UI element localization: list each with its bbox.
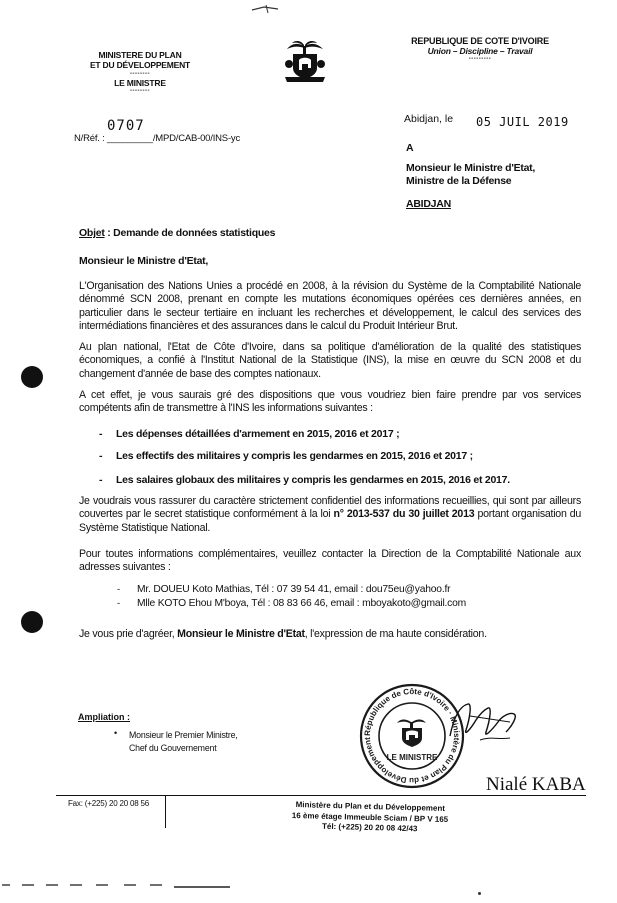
- list-bullet: -: [99, 474, 103, 486]
- punch-hole: [21, 611, 43, 633]
- bottom-scan-dashes: [0, 880, 260, 890]
- list-bullet: -: [99, 428, 103, 440]
- closing-text-start: Je vous prie d'agréer,: [79, 628, 178, 640]
- place-label: Abidjan, le: [404, 113, 454, 125]
- salutation: Monsieur le Ministre d'Etat,: [79, 255, 209, 267]
- ministry-name-line2: ET DU DÉVELOPPEMENT: [89, 60, 191, 70]
- republic-name: REPUBLIQUE DE COTE D'IVOIRE: [411, 36, 549, 46]
- coat-of-arms-emblem: [279, 40, 331, 84]
- footer-line3: Tél: (+225) 20 20 08 42/43: [321, 821, 418, 834]
- ministry-header: [70, 50, 210, 94]
- list-item-text: Les salaires globaux des militaires y compris les gendarmes en 2015, 2016 et 2017.: [116, 474, 510, 486]
- ampliation-line1: Monsieur le Premier Ministre,: [129, 730, 238, 740]
- contact-entry: Mr. DOUEU Koto Mathias, Tél : 07 39 54 41, email : dou75eu@yahoo.fr: [137, 584, 451, 595]
- closing-text-end: , l'expression de ma haute considération.: [304, 628, 487, 640]
- list-item-text: Les dépenses détaillées d'armement en 2015, 2016 et 2017 ;: [116, 428, 400, 440]
- recipient-city: ABIDJAN: [406, 198, 451, 210]
- paragraph-contact: Pour toutes informations complémentaires, veuillez contacter la Direction de la Comptabilité Nationale aux adresses suivantes :: [79, 548, 581, 574]
- requested-items-list: [99, 428, 579, 496]
- reference-prefix: N/Réf. :: [74, 133, 108, 144]
- reference-suffix: /MPD/CAB-00/INS-yc: [152, 133, 241, 144]
- ampliation-label: Ampliation :: [78, 712, 130, 722]
- recipient-line1: Monsieur le Ministre d'Etat,: [406, 162, 536, 174]
- list-item: [99, 474, 579, 496]
- closing-line: [79, 628, 581, 641]
- scan-mark: [250, 4, 280, 14]
- paragraph-request: A cet effet, je vous saurais gré des dispositions que vous voudriez bien faire prendre par vos services compétents afin de transmettre à l'INS les informations suivantes :: [79, 389, 581, 415]
- seal-inner-text: LE MINISTRE: [386, 753, 438, 762]
- date-stamp: 05 JUIL 2019: [476, 115, 569, 129]
- handwritten-signature: [440, 696, 530, 756]
- scan-dot: [478, 892, 481, 895]
- law-reference: n° 2013-537 du 30 juillet 2013: [333, 508, 475, 521]
- subject-text: : Demande de données statistiques: [104, 227, 276, 239]
- list-bullet: -: [99, 450, 103, 462]
- reference-line: [74, 133, 240, 144]
- republic-header: [395, 36, 565, 62]
- ministry-name-line1: MINISTERE DU PLAN: [98, 50, 182, 60]
- list-bullet: -: [117, 584, 120, 595]
- subject-line: [79, 227, 275, 239]
- footer-rule: [56, 795, 586, 796]
- closing-addressee: Monsieur le Ministre d'Etat: [177, 628, 305, 640]
- ampliation-bullet: •: [114, 728, 117, 738]
- footer-line1: Ministère du Plan et du Développement: [295, 800, 446, 813]
- signatory-name: Nialé KABA: [486, 774, 586, 795]
- header-dashes: ---------: [468, 56, 492, 62]
- paragraph-scn-revision: L'Organisation des Nations Unies a procédé en 2008, à la révision du Système de la Comptabilité Nationale dénommé SCN 2008, prenant en compte les mutations économiques opérées ces dernières années, en particulier dans le secteur tertiaire en incluant les recherches et développement, le calcul des services des intermédiations financières et des assurances dans le calcul du Produit Intérieur Brut.: [79, 280, 581, 333]
- list-item: [99, 450, 579, 474]
- list-item-text: Les effectifs des militaires y compris les gendarmes en 2015, 2016 et 2017 ;: [116, 450, 473, 462]
- list-item: [99, 428, 579, 450]
- minister-title: LE MINISTRE: [114, 78, 166, 88]
- header-dashes: --------: [130, 88, 150, 94]
- ampliation-line2: Chef du Gouvernement: [129, 743, 217, 753]
- footer-address: [270, 799, 471, 836]
- footer-fax: Fax: (+225) 20 20 08 56: [68, 799, 150, 808]
- confidentiality-text-end: portant organisation du Système Statistique National.: [79, 508, 582, 534]
- contact-entry: Mlle KOTO Ehou M'boya, Tél : 08 83 66 46, email : mboyakoto@gmail.com: [137, 598, 467, 609]
- subject-label: Objet: [79, 227, 105, 239]
- recipient-line2: Ministre de la Défense: [406, 175, 512, 187]
- confidentiality-text-start: Je voudrais vous rassurer du caractère strictement confidentiel des informations recueillies, qui sont par ailleurs couvertes par le secret statistique conformément à la loi: [79, 495, 581, 521]
- seal-outer-text: République de Côte d'Ivoire · Ministère du Plan et du Développement: [362, 686, 462, 786]
- recipient-prefix: A: [406, 142, 414, 154]
- footer-line2: 16 ème étage Immeuble Sciam / BP V 165: [291, 810, 449, 824]
- paragraph-confidentiality: [79, 495, 581, 535]
- list-bullet: -: [117, 598, 120, 609]
- reference-number: 0707: [107, 118, 145, 134]
- republic-motto: Union – Discipline – Travail: [427, 46, 533, 56]
- footer-divider: [165, 795, 166, 828]
- reference-blank: _________: [107, 133, 153, 144]
- punch-hole: [21, 366, 43, 388]
- header-dashes: --------: [130, 71, 150, 77]
- paragraph-national-plan: Au plan national, l'Etat de Côte d'Ivoire, dans sa politique d'amélioration de la qualité des statistiques économiques, a confié à l'Institut National de la Statistique (INS), la mise en œuvre du SCN 2008 et du changement d'année de base des comptes nationaux.: [79, 341, 581, 380]
